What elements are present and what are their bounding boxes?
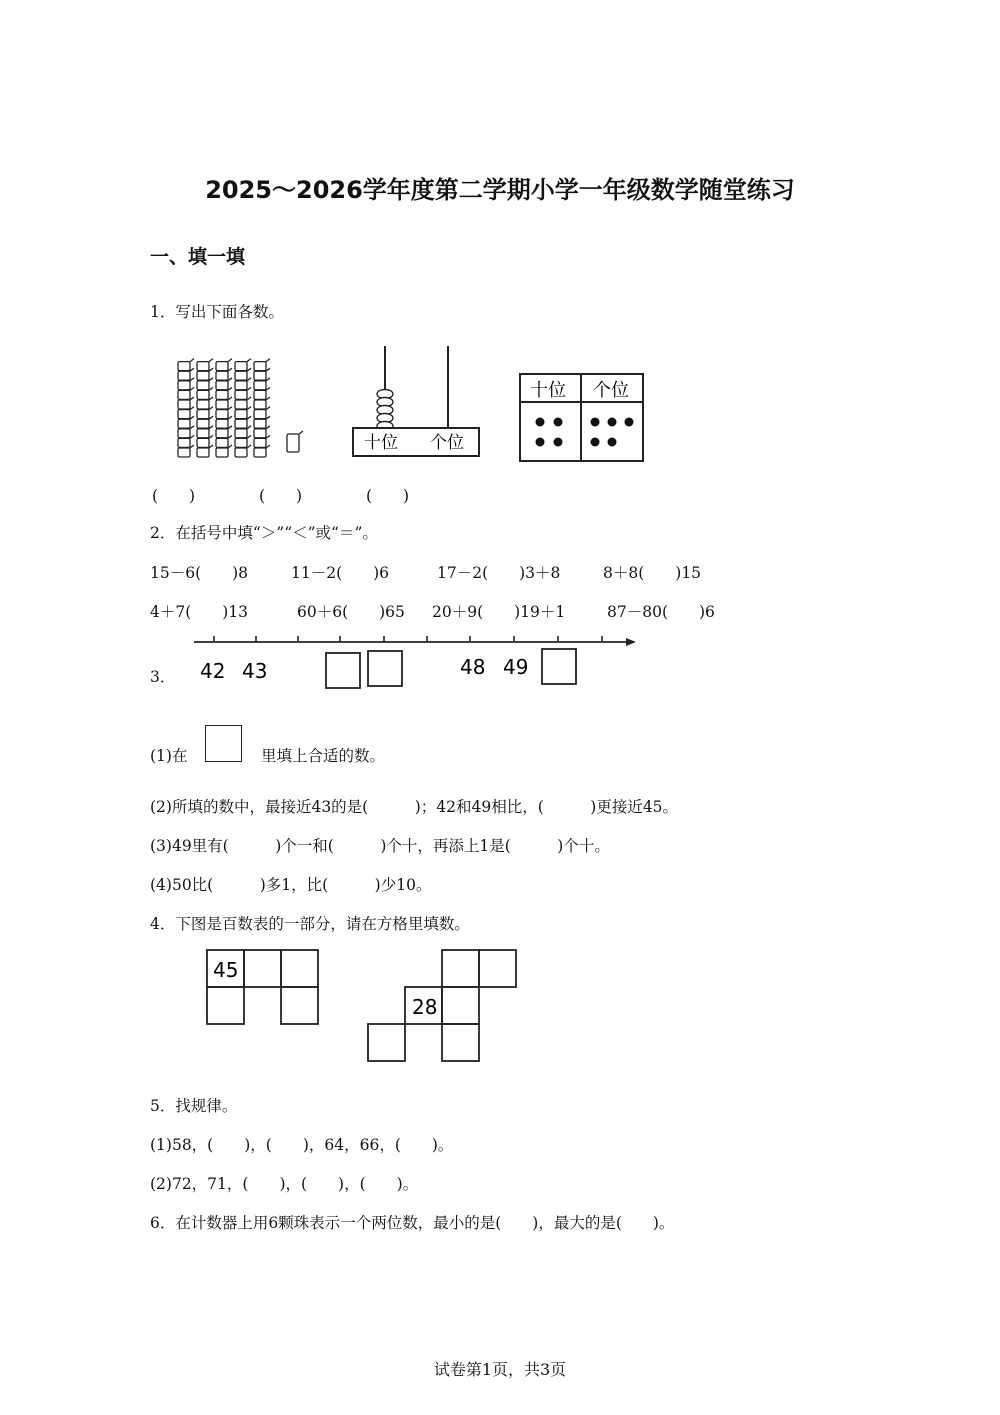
q6-prompt: 6．在计数器上用6颗珠表示一个两位数，最小的是( )，最大的是( )。 <box>150 1214 675 1232</box>
blank-box[interactable] <box>326 653 360 688</box>
page-title: 2025～2026学年度第二学期小学一年级数学随堂练习 <box>205 176 795 204</box>
q3-number: 3． <box>150 668 176 686</box>
number-line-figure <box>190 632 640 692</box>
abacus-beads <box>377 390 393 431</box>
ten-cube-stack <box>178 359 194 457</box>
chart-cell[interactable] <box>281 950 318 987</box>
hundred-chart-part-a <box>205 948 323 1028</box>
place-value-table <box>518 372 646 464</box>
number-label: 49 <box>503 655 529 679</box>
q2-item: 15－6( )8 <box>150 564 249 582</box>
ten-cube-stack <box>197 359 213 457</box>
chart-cell[interactable] <box>244 950 281 987</box>
chart-cell[interactable] <box>479 950 516 987</box>
ten-cube-stack <box>254 359 270 457</box>
q3-sub1-suffix: 里填上合适的数。 <box>261 747 386 765</box>
hundred-chart-part-b <box>366 948 521 1065</box>
q2-item: 60＋6( )65 <box>297 603 405 621</box>
number-label: 43 <box>242 659 268 683</box>
single-cube <box>287 431 303 452</box>
q2-item: 4＋7( )13 <box>150 603 249 621</box>
chart-cell[interactable] <box>442 987 479 1024</box>
abacus-tens-label: 十位 <box>364 433 398 453</box>
table-tens-header: 十位 <box>530 380 566 401</box>
q3-sub2: (2)所填的数中，最接近43的是( )；42和49相比，( )更接近45。 <box>150 798 679 816</box>
abacus-figure <box>348 342 483 462</box>
blank-box[interactable] <box>542 649 576 684</box>
q1-answer-2[interactable]: ( ) <box>259 487 303 505</box>
chart-cell[interactable] <box>368 1024 405 1061</box>
chart-cell[interactable] <box>442 1024 479 1061</box>
q2-item: 11－2( )6 <box>291 564 390 582</box>
ten-cube-stack <box>235 359 251 457</box>
q5-sub2: (2)72，71，( )，( )，( )。 <box>150 1175 419 1193</box>
counting-cubes-figure <box>170 348 320 460</box>
blank-box[interactable] <box>368 651 402 686</box>
q2-item: 20＋9( )19＋1 <box>432 603 566 621</box>
sample-blank-box <box>205 725 242 762</box>
cell-value: 45 <box>213 958 239 982</box>
page-footer: 试卷第1页，共3页 <box>433 1360 567 1379</box>
table-ones-header: 个位 <box>593 380 629 401</box>
ten-cube-stack <box>216 359 232 457</box>
q5-prompt: 5．找规律。 <box>150 1097 238 1115</box>
q4-prompt: 4．下图是百数表的一部分，请在方格里填数。 <box>150 915 470 933</box>
q2-item: 87－80( )6 <box>607 603 715 621</box>
cell-value: 28 <box>412 995 438 1019</box>
q3-sub3: (3)49里有( )个一和( )个十，再添上1是( )个十。 <box>150 837 610 855</box>
chart-cell[interactable] <box>442 950 479 987</box>
chart-cell[interactable] <box>281 987 318 1024</box>
q3-sub4: (4)50比( )多1，比( )少10。 <box>150 876 432 894</box>
chart-cell[interactable] <box>207 987 244 1024</box>
section-heading: 一、填一填 <box>150 246 246 268</box>
q5-sub1: (1)58，( )，( )，64，66，( )。 <box>150 1136 454 1154</box>
q3-sub1-prefix: (1)在 <box>150 747 188 765</box>
q2-item: 17－2( )3＋8 <box>437 564 561 582</box>
q1-prompt: 1．写出下面各数。 <box>150 303 284 321</box>
q1-answer-1[interactable]: ( ) <box>152 487 196 505</box>
number-label: 42 <box>200 659 226 683</box>
number-label: 48 <box>460 655 486 679</box>
abacus-ones-label: 个位 <box>430 433 464 453</box>
q2-item: 8＋8( )15 <box>603 564 702 582</box>
q1-answer-3[interactable]: ( ) <box>366 487 410 505</box>
q2-prompt: 2．在括号中填“＞”“＜”或“＝”。 <box>150 524 378 542</box>
